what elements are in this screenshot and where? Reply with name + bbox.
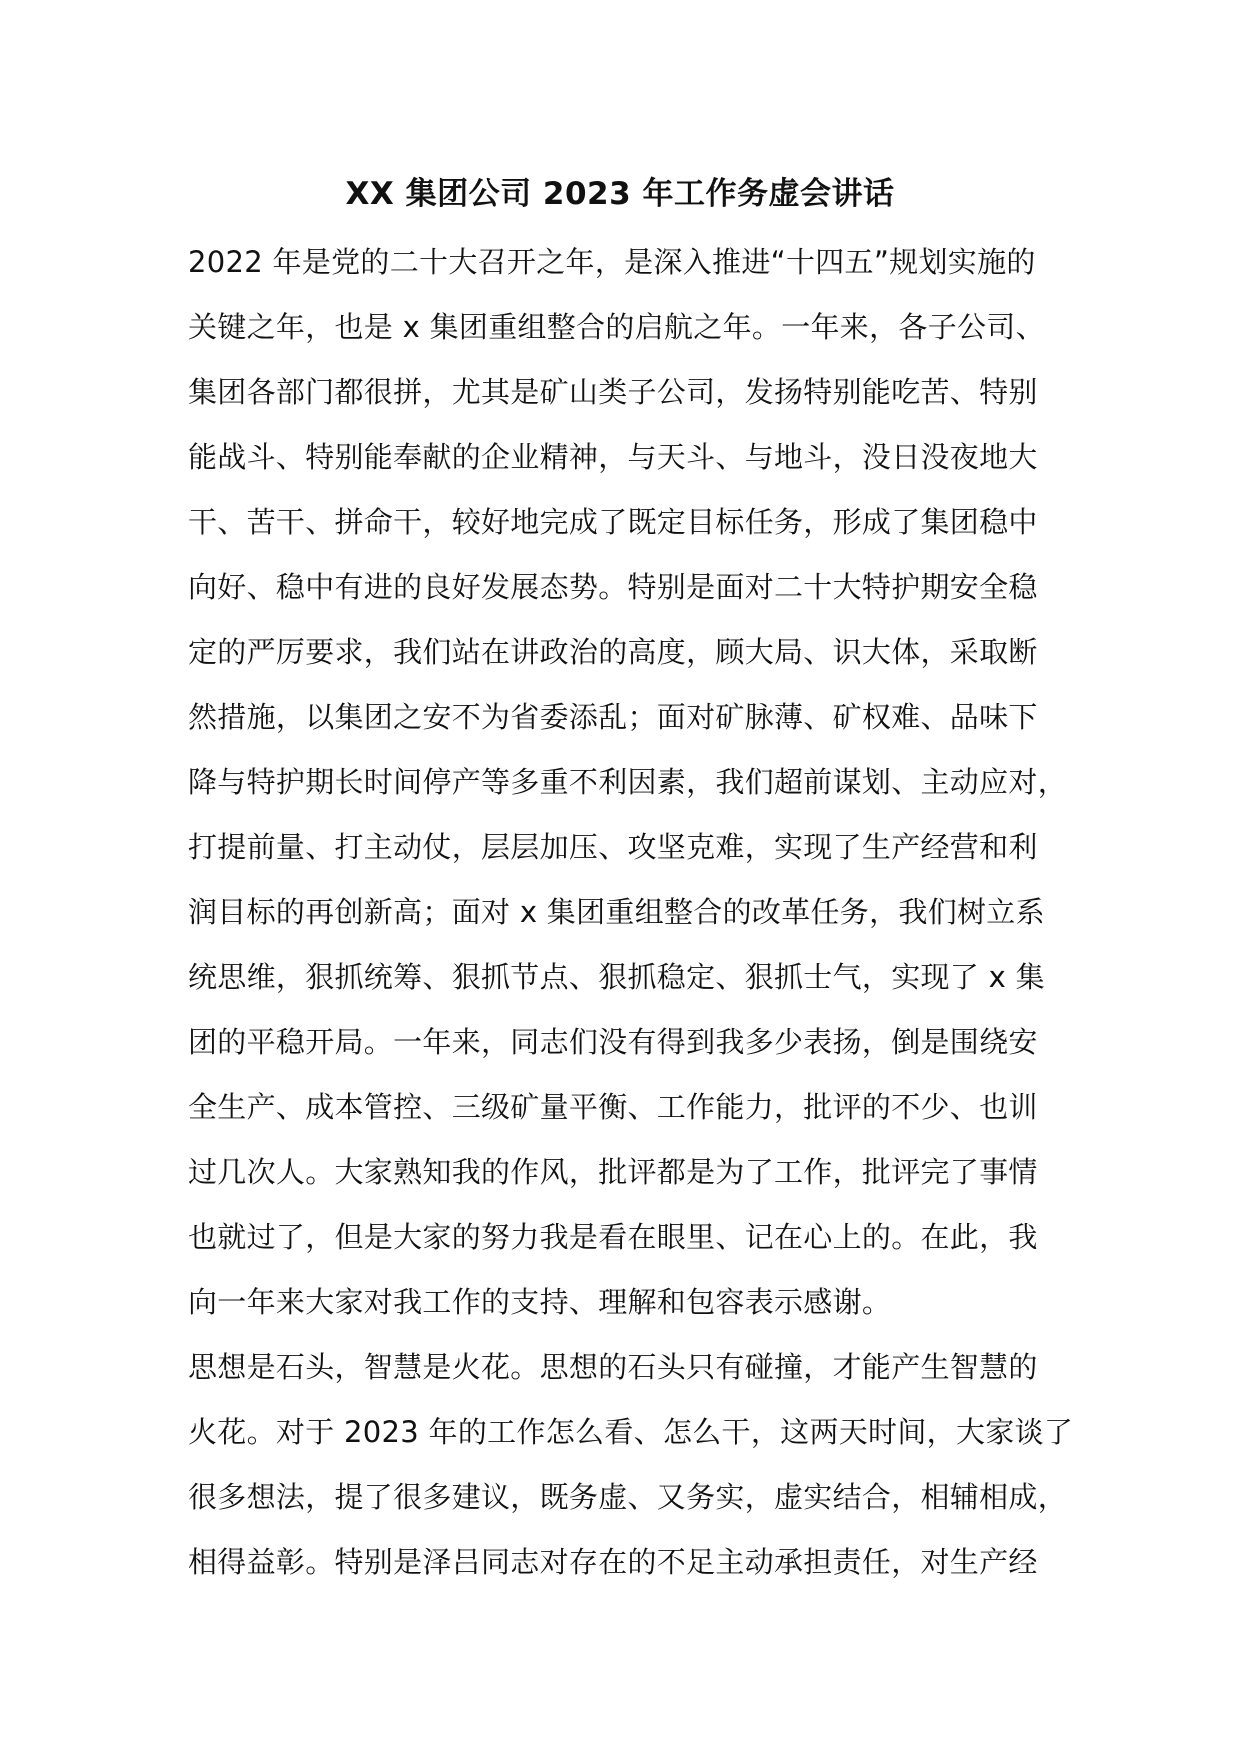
body-line: 思想是石头，智慧是火花。思想的石头只有碰撞，才能产生智慧的 — [188, 1350, 1038, 1384]
body-line: 全生产、成本管控、三级矿量平衡、工作能力，批评的不少、也训 — [188, 1090, 1038, 1124]
body-line: 2022 年是党的二十大召开之年，是深入推进“十四五”规划实施的 — [188, 245, 1036, 279]
body-line: 集团各部门都很拼，尤其是矿山类子公司，发扬特别能吃苦、特别 — [188, 375, 1038, 409]
body-line: 团的平稳开局。一年来，同志们没有得到我多少表扬，倒是围绕安 — [188, 1025, 1038, 1059]
body-line: 向好、稳中有进的良好发展态势。特别是面对二十大特护期安全稳 — [188, 570, 1038, 604]
body-line: 干、苦干、拼命干，较好地完成了既定目标任务，形成了集团稳中 — [188, 505, 1038, 539]
body-line: 能战斗、特别能奉献的企业精神，与天斗、与地斗，没日没夜地大 — [188, 440, 1038, 474]
body-line: 统思维，狠抓统筹、狠抓节点、狠抓稳定、狠抓士气，实现了 x 集 — [188, 960, 1045, 994]
body-line: 过几次人。大家熟知我的作风，批评都是为了工作，批评完了事情 — [188, 1155, 1038, 1189]
body-line: 然措施，以集团之安不为省委添乱；面对矿脉薄、矿权难、品味下 — [188, 700, 1038, 734]
body-line: 向一年来大家对我工作的支持、理解和包容表示感谢。 — [188, 1285, 892, 1319]
document-title: XX 集团公司 2023 年工作务虚会讲话 — [345, 176, 895, 212]
body-line: 降与特护期长时间停产等多重不利因素，我们超前谋划、主动应对， — [188, 765, 1068, 799]
body-line: 润目标的再创新高；面对 x 集团重组整合的改革任务，我们树立系 — [188, 895, 1045, 929]
body-line: 打提前量、打主动仗，层层加压、攻坚克难，实现了生产经营和利 — [188, 830, 1038, 864]
body-line: 相得益彰。特别是泽吕同志对存在的不足主动承担责任，对生产经 — [188, 1545, 1038, 1579]
body-line: 很多想法，提了很多建议，既务虚、又务实，虚实结合，相辅相成， — [188, 1480, 1068, 1514]
body-line: 火花。对于 2023 年的工作怎么看、怎么干，这两天时间，大家谈了 — [188, 1415, 1074, 1449]
document-body — [188, 240, 1088, 1605]
body-line: 关键之年，也是 x 集团重组整合的启航之年。一年来，各子公司、 — [188, 310, 1045, 344]
body-line: 也就过了，但是大家的努力我是看在眼里、记在心上的。在此，我 — [188, 1220, 1038, 1254]
body-line: 定的严厉要求，我们站在讲政治的高度，顾大局、识大体，采取断 — [188, 635, 1038, 669]
